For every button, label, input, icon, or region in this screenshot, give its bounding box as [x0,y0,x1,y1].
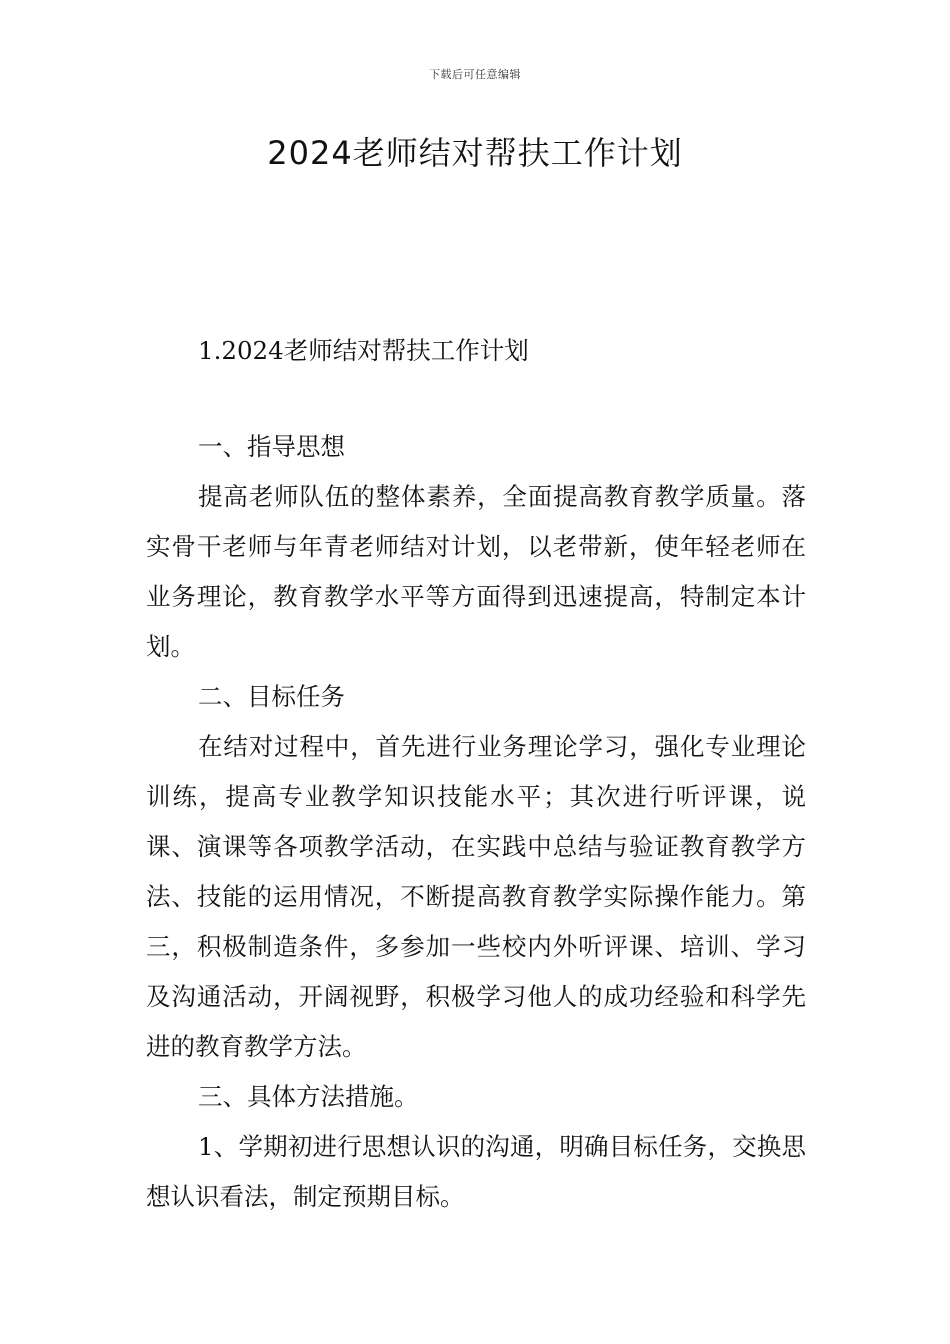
document-body [146,422,806,1222]
section-paragraph: 提高老师队伍的整体素养，全面提高教育教学质量。落实骨干老师与年青老师结对计划，以老带新，使年轻老师在业务理论，教育教学水平等方面得到迅速提高，特制定本计划。 [146,482,806,661]
section-heading: 三、具体方法措施。 [198,1082,419,1111]
header-note: 下载后可任意编辑 [429,68,521,81]
section-paragraph: 1、学期初进行思想认识的沟通，明确目标任务，交换思想认识看法，制定预期目标。 [146,1132,806,1211]
document-subtitle: 1.2024老师结对帮扶工作计划 [198,336,529,365]
section-paragraph: 在结对过程中，首先进行业务理论学习，强化专业理论训练，提高专业教学知识技能水平；其次进行听评课，说课、演课等各项教学活动，在实践中总结与验证教育教学方法、技能的运用情况，不断提高教育教学实际操作能力。第三，积极制造条件，多参加一些校内外听评课、培训、学习及沟通活动，开阔视野，积极学习他人的成功经验和科学先进的教育教学方法。 [146,732,806,1061]
section-heading: 二、目标任务 [198,682,345,711]
section-heading: 一、指导思想 [198,432,345,461]
document-title: 2024老师结对帮扶工作计划 [267,134,683,172]
